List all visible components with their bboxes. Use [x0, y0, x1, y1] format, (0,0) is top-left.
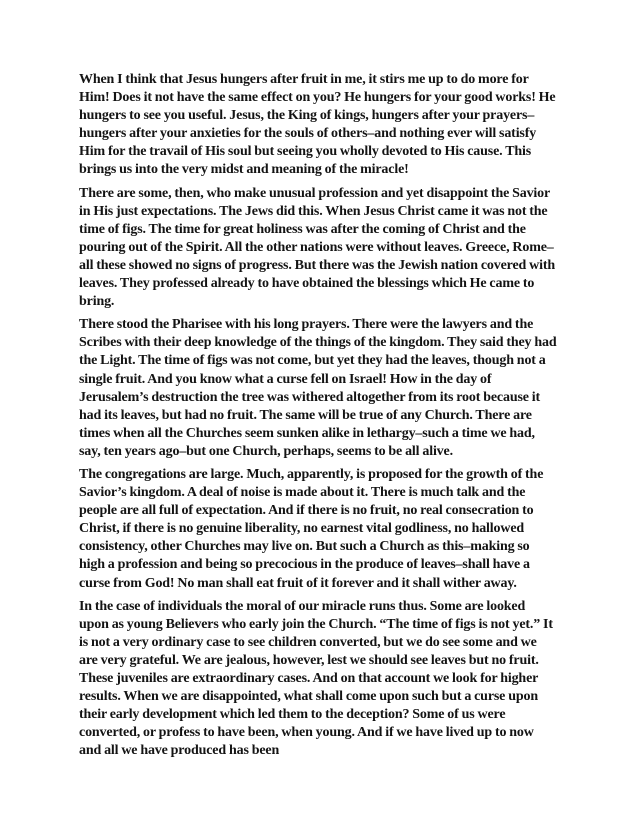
- paragraph: When I think that Jesus hungers after fruit in me, it stirs me up to do more for Him! Does it not have the same effect on you? He hungers for your good works! He hungers to see you useful. Jesus, the King of kings, hungers after your prayers–hungers after your anxieties for the souls of others–and nothing ever will satisfy Him for the travail of His soul but seeing you wholly devoted to His cause. This brings us into the very midst and meaning of the miracle!: [79, 72, 556, 178]
- paragraph: In the case of individuals the moral of our miracle runs thus. Some are looked upon as young Believers who early join the Church. “The time of figs is not yet.” It is not a very ordinary case to see children converted, but we do see some and we are very grateful. We are jealous, however, lest we should see leaves but no fruit. These juveniles are extraordinary cases. And on that account we look for higher results. When we are disappointed, what shall come upon such but a curse upon their early development which led them to the deception? Some of us were converted, or profess to have been, when young. And if we have lived up to now and all we have produced has been: [79, 598, 553, 759]
- paragraph: There are some, then, who make unusual profession and yet disappoint the Savior in His just expectations. The Jews did this. When Jesus Christ came it was not the time of figs. The time for great holiness was after the coming of Christ and the pouring out of the Spirit. All the other nations were without leaves. Greece, Rome–all these showed no signs of progress. But there was the Jewish nation covered with leaves. They professed already to have obtained the blessings which He came to bring.: [79, 185, 555, 310]
- paragraph: There stood the Pharisee with his long prayers. There were the lawyers and the Scribes with their deep knowledge of the things of the kingdom. They said they had the Light. The time of figs was not come, but yet they had the leaves, though not a single fruit. And you know what a curse fell on Israel! How in the day of Jerusalem’s destruction the tree was withered altogether from its root because it had its leaves, but had no fruit. The same will be true of any Church. There are times when all the Churches seem sunken alike in lethargy–such a time we had, say, ten years ago–but one Church, perhaps, seems to be all alive.: [79, 317, 557, 459]
- paragraph: The congregations are large. Much, apparently, is proposed for the growth of the Savior’s kingdom. A deal of noise is made about it. There is much talk and the people are all full of expectation. And if there is no fruit, no real consecration to Christ, if there is no genuine liberality, no earnest vital godliness, no hallowed consistency, other Churches may live on. But such a Church as this–making so high a profession and being so precocious in the produce of leaves–shall have a curse from God! No man shall eat fruit of it forever and it shall wither away.: [79, 466, 544, 591]
- page-body: [79, 71, 557, 765]
